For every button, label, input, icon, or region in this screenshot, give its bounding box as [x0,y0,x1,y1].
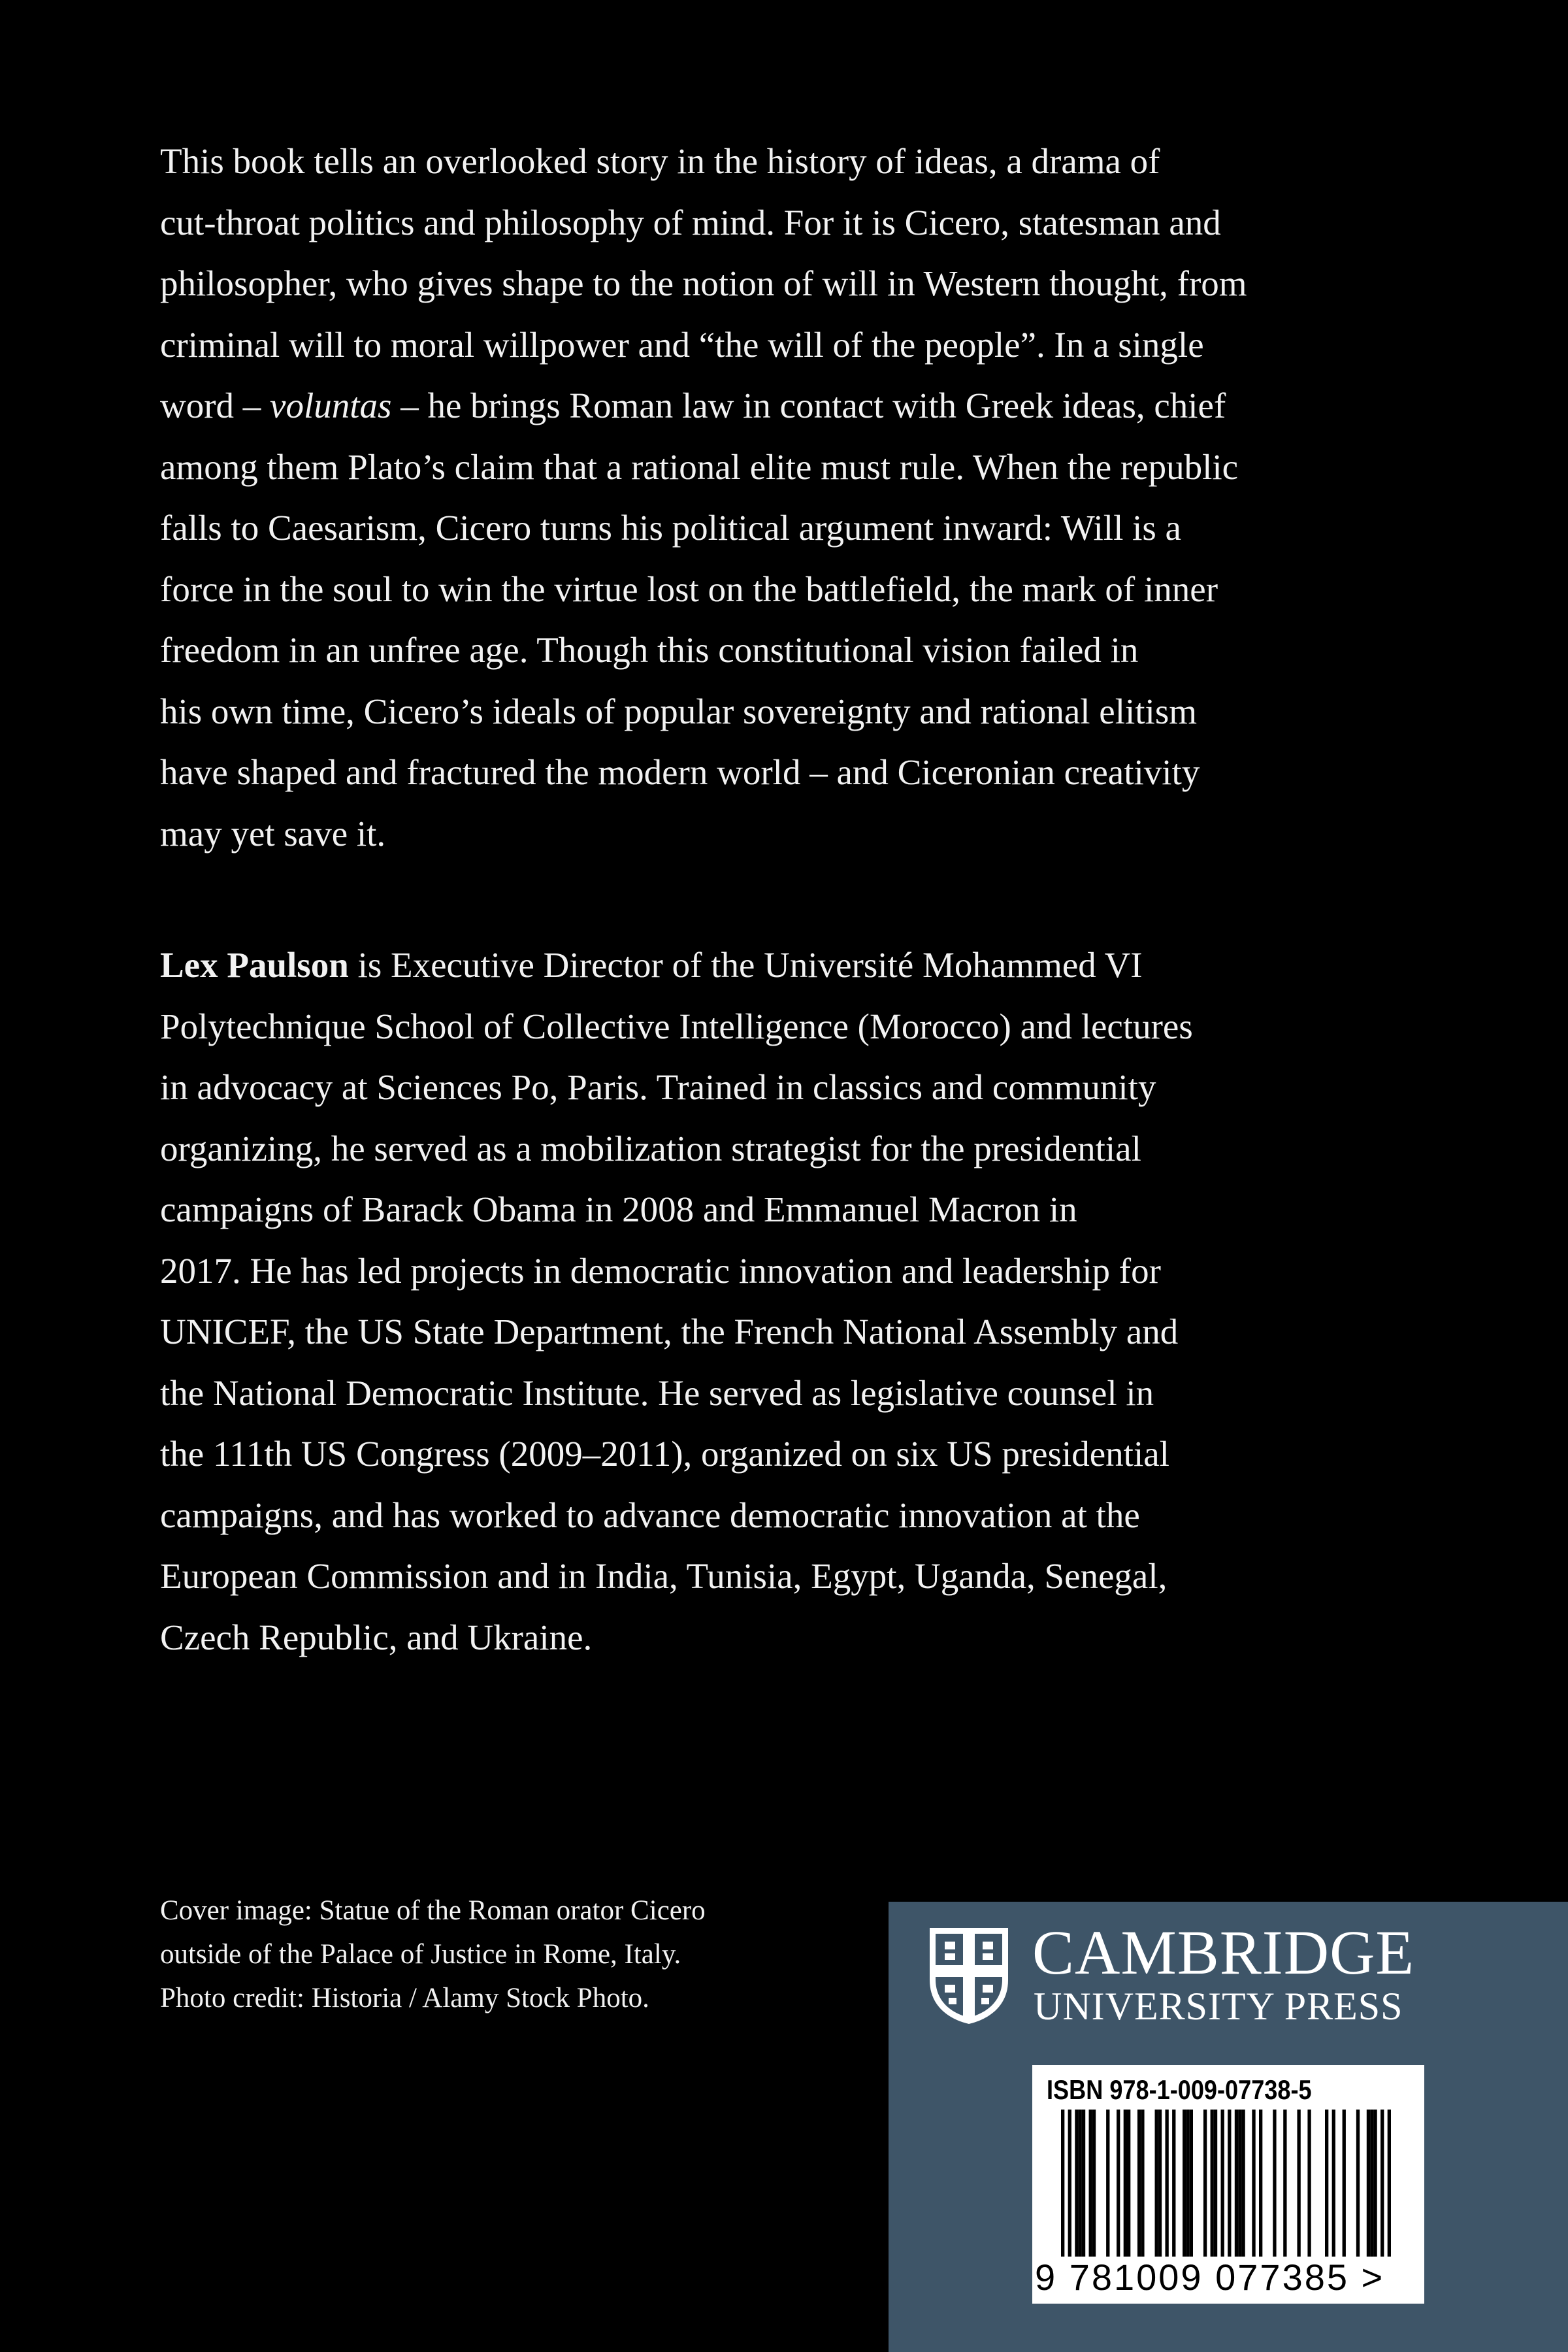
barcode-bar [1367,2110,1370,2257]
barcode-bar [1214,2110,1217,2257]
author-bio [160,935,1388,1668]
barcode-bar [1259,2110,1262,2257]
barcode-bar [1325,2110,1328,2257]
author-name: Lex Paulson [160,945,349,985]
bio-line: UNICEF, the US State Department, the French National Assembly and [160,1312,1179,1351]
bio-line: 2017. He has led projects in democratic innovation and leadership for [160,1250,1161,1291]
barcode-bar [1137,2110,1141,2257]
description-line: force in the soul to win the virtue lost on the battlefield, the mark of inner [160,569,1218,609]
barcode-bar [1203,2110,1207,2257]
description-line: word – voluntas – he brings Roman law in contact with Greek ideas, chief [160,386,1226,425]
barcode-bar [1228,2110,1231,2257]
voluntas-term: voluntas [270,386,392,425]
bio-line: European Commission and in India, Tunisia, Egypt, Uganda, Senegal, [160,1556,1168,1596]
barcode-bar [1155,2110,1158,2257]
description-line: philosopher, who gives shape to the notion of will in Western thought, from [160,263,1247,303]
barcode-bar [1332,2110,1335,2257]
cover-image-credits [160,1889,846,2020]
description-line: criminal will to moral willpower and “the will of the people”. In a single [160,324,1204,365]
isbn-label: ISBN 978-1-009-07738-5 [1047,2074,1312,2105]
barcode-bar [1238,2110,1241,2257]
barcode-bar [1068,2110,1071,2257]
publisher-name: CAMBRIDGE [1032,1917,1415,1987]
barcode-bar [1127,2110,1130,2257]
barcode-bar [1165,2110,1168,2257]
barcode-bar [1380,2110,1384,2257]
barcode-bar [1388,2110,1391,2257]
barcode-bar [1370,2110,1373,2257]
bio-line: Lex Paulson is Executive Director of the Université Mohammed VI [160,945,1143,985]
bio-line: the National Democratic Institute. He served as legislative counsel in [160,1372,1154,1413]
barcode-bar [1124,2110,1127,2257]
barcode-bars [1061,2110,1391,2257]
bio-line: campaigns, and has worked to advance democratic innovation at the [160,1495,1140,1535]
description-line: falls to Caesarism, Cicero turns his political argument inward: Will is a [160,508,1181,548]
isbn-barcode [1032,2065,1424,2304]
barcode-bar [1106,2110,1109,2257]
barcode-bar [1343,2110,1346,2257]
barcode-bar [1075,2110,1078,2257]
bio-line: Czech Republic, and Ukraine. [160,1617,593,1657]
barcode-digits: 9 781009 077385 > [1035,2257,1385,2298]
barcode-bar [1221,2110,1224,2257]
bio-line: the 111th US Congress (2009–2011), organized on six US presidential [160,1434,1169,1474]
barcode-bar [1092,2110,1096,2257]
credit-line: Cover image: Statue of the Roman orator Cicero [160,1895,706,1926]
bio-line: Polytechnique School of Collective Intelligence (Morocco) and lectures [160,1006,1193,1046]
description-line: have shaped and fractured the modern world – and Ciceronian creativity [160,752,1200,792]
bio-line: in advocacy at Sciences Po, Paris. Trained in classics and community [160,1067,1156,1107]
book-description [160,131,1388,864]
description-line: among them Plato’s claim that a rational elite must rule. When the republic [160,446,1239,487]
publisher-subname: UNIVERSITY PRESS [1034,1985,1403,2028]
barcode-bar [1307,2110,1311,2257]
barcode-bar [1211,2110,1214,2257]
barcode-bar [1061,2110,1064,2257]
barcode-bar [1283,2110,1286,2257]
barcode-bar [1297,2110,1300,2257]
barcode-bar [1235,2110,1238,2257]
barcode-bar [1273,2110,1276,2257]
bio-line: organizing, he served as a mobilization strategist for the presidential [160,1128,1141,1168]
barcode-bar [1356,2110,1360,2257]
barcode-bar [1082,2110,1085,2257]
description-line: his own time, Cicero’s ideals of popular sovereignty and rational elitism [160,691,1198,731]
description-line: may yet save it. [160,813,386,853]
barcode-bar [1079,2110,1082,2257]
barcode-bar [1190,2110,1193,2257]
barcode-bar [1141,2110,1144,2257]
bio-line: campaigns of Barack Obama in 2008 and Emmanuel Macron in [160,1189,1077,1229]
description-line: This book tells an overlooked story in the history of ideas, a drama of [160,141,1160,181]
barcode-bar [1252,2110,1255,2257]
description-line: cut-throat politics and philosophy of mind. For it is Cicero, statesman and [160,202,1221,242]
publisher-panel [889,1902,1568,2352]
barcode-bar [1241,2110,1245,2257]
description-line: freedom in an unfree age. Though this constitutional vision failed in [160,630,1139,670]
barcode-bar [1089,2110,1092,2257]
credit-line: outside of the Palace of Justice in Rome, Italy. [160,1939,681,1970]
credit-line: Photo credit: Historia / Alamy Stock Photo. [160,1983,649,2013]
barcode-bar [1172,2110,1175,2257]
barcode-bar [1186,2110,1189,2257]
barcode-bar [1117,2110,1120,2257]
barcode-bar [1373,2110,1377,2257]
cambridge-crest-icon [926,1925,1011,2026]
barcode-bar [1183,2110,1186,2257]
barcode-bar [1158,2110,1162,2257]
